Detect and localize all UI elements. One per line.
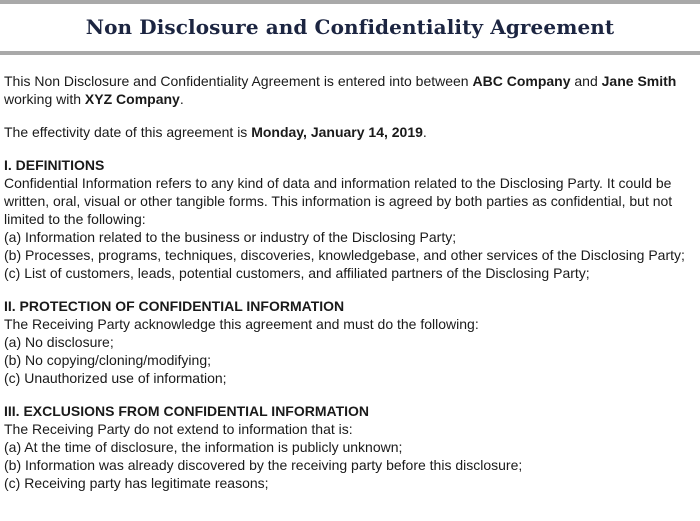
- intro-prefix: This Non Disclosure and Confidentiality Agreement is entered into between: [4, 73, 473, 89]
- document-header: [0, 0, 700, 55]
- section-heading: III. EXCLUSIONS FROM CONFIDENTIAL INFORMATION: [4, 403, 370, 419]
- spacer: [4, 141, 696, 156]
- section-list: [4, 438, 696, 492]
- list-item: (c) List of customers, leads, potential customers, and affiliated partners of the Disclosing Party;: [4, 265, 590, 281]
- section-heading: II. PROTECTION OF CONFIDENTIAL INFORMATION: [4, 298, 345, 314]
- section-definitions: [4, 156, 696, 282]
- section-body: The Receiving Party acknowledge this agreement and must do the following:: [4, 316, 479, 332]
- effectivity-paragraph: [4, 123, 696, 141]
- intro-working-with: working with: [4, 91, 85, 107]
- party-two-name: Jane Smith: [601, 73, 677, 89]
- intro-suffix: .: [179, 91, 184, 107]
- intro-and: and: [570, 73, 602, 89]
- spacer: [4, 108, 696, 123]
- list-item: (a) No disclosure;: [4, 334, 114, 350]
- list-item: (c) Unauthorized use of information;: [4, 370, 227, 386]
- party-one-name: ABC Company: [472, 73, 571, 89]
- section-body: The Receiving Party do not extend to information that is:: [4, 421, 353, 437]
- document-body: [4, 72, 696, 492]
- section-list: [4, 333, 696, 387]
- section-heading: I. DEFINITIONS: [4, 157, 105, 173]
- document-title: Non Disclosure and Confidentiality Agreement: [85, 15, 615, 39]
- list-item: (b) Processes, programs, techniques, discoveries, knowledgebase, and other services of the Disclosing Party;: [4, 247, 685, 263]
- spacer: [4, 282, 696, 297]
- section-protection: [4, 297, 696, 387]
- section-list: [4, 228, 696, 282]
- intro-paragraph: [4, 72, 696, 108]
- list-item: (a) Information related to the business or industry of the Disclosing Party;: [4, 229, 457, 245]
- section-body: Confidential Information refers to any kind of data and information related to the Disclosing Party. It could be written, oral, visual or other tangible forms. This information is agreed by both parties as confidential, but not limited to the following:: [4, 175, 673, 227]
- list-item: (b) Information was already discovered by the receiving party before this disclosure;: [4, 457, 523, 473]
- list-item: (c) Receiving party has legitimate reasons;: [4, 475, 269, 491]
- section-exclusions: [4, 402, 696, 492]
- effectivity-date: Monday, January 14, 2019: [251, 124, 423, 140]
- list-item: (a) At the time of disclosure, the information is publicly unknown;: [4, 439, 403, 455]
- list-item: (b) No copying/cloning/modifying;: [4, 352, 211, 368]
- effectivity-prefix: The effectivity date of this agreement is: [4, 124, 252, 140]
- effectivity-suffix: .: [422, 124, 427, 140]
- company-name: XYZ Company: [84, 91, 180, 107]
- spacer: [4, 387, 696, 402]
